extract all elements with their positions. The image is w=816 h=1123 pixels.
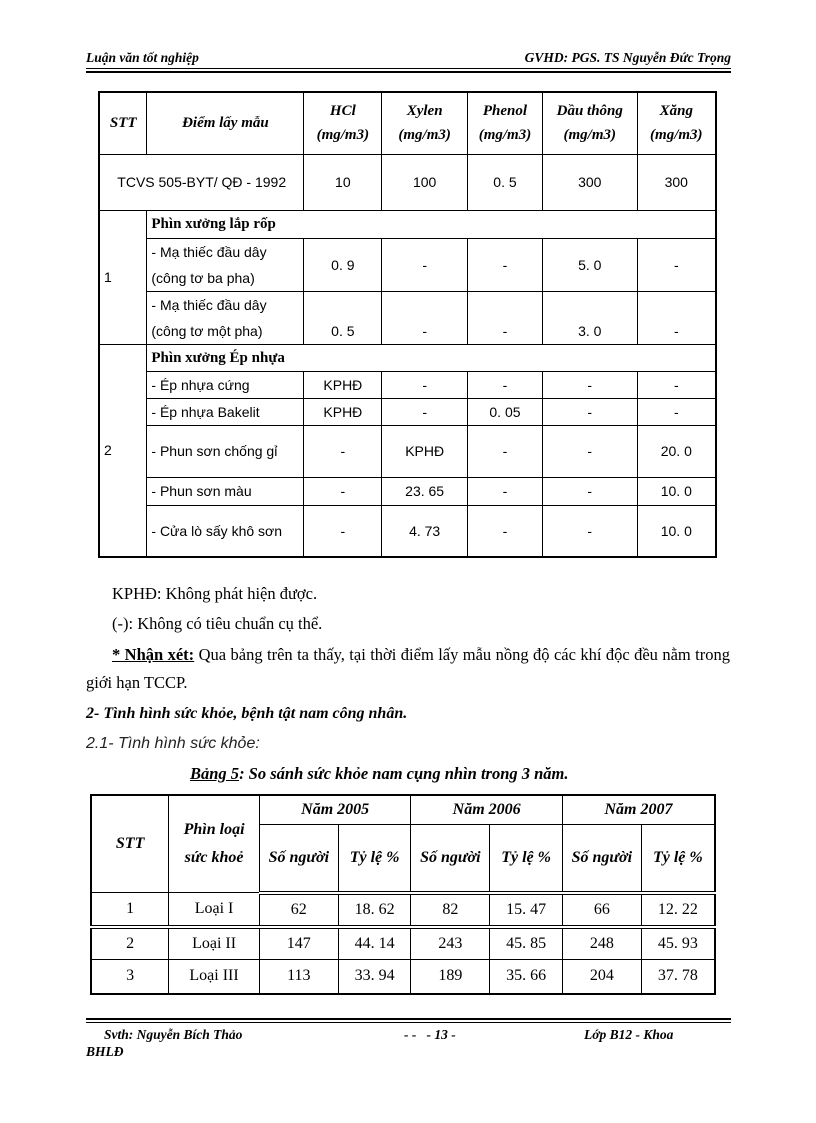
cell-value: 44. 14 [338,927,411,960]
cell-value: - [304,505,382,557]
cell-value: - [542,505,637,557]
cell-value: 10. 0 [637,505,716,557]
cell-value: - [542,398,637,425]
cell-value: - [542,477,637,505]
cell-value: - [637,371,716,398]
table2-caption-label: Bảng 5 [190,764,240,783]
row-stt: 1 [91,893,169,927]
remark-paragraph [86,641,730,697]
cell-value: 10. 0 [637,477,716,505]
cell-value: 23. 65 [382,477,468,505]
table1-header-stt: STT [99,92,147,154]
cell-value: 147 [259,927,338,960]
cell-value: 113 [259,960,338,994]
table-row [99,398,716,425]
standard-value: 300 [542,154,637,210]
cell-value: 20. 0 [637,425,716,477]
table2-header-year: Năm 2005 [259,795,411,825]
air-quality-table [98,91,717,558]
cell-value: 62 [259,893,338,927]
table1-standard-row [99,154,716,210]
table-row [91,960,715,994]
cell-value: - [468,505,543,557]
sample-location: - Phun sơn màu [147,477,304,505]
table2-header-count: Số người [411,825,490,893]
cell-value: - [304,477,382,505]
subsection-title: 2.1- Tình hình sức khỏe: [86,735,260,752]
sample-location: - Mạ thiếc đầu dây (công tơ một pha) [147,291,304,344]
standard-value: 300 [637,154,716,210]
cell-value: - [468,477,543,505]
cell-value: - [468,425,543,477]
group-stt: 2 [99,344,147,557]
group-title-row [99,210,716,238]
cell-value: - [382,398,468,425]
cell-value: 5. 0 [542,238,637,291]
cell-value: KPHĐ [304,371,382,398]
section-title: 2- Tình hình sức khỏe, bệnh tật nam công nhân. [86,705,408,722]
sample-location: - Ép nhựa cứng [147,371,304,398]
row-class: Loại I [169,893,260,927]
row-stt: 3 [91,960,169,994]
footer-class: Lớp B12 - Khoa [584,1027,674,1042]
note-dash: (-): Không có tiêu chuẩn cụ thể. [112,614,323,633]
table2-header-year: Năm 2006 [411,795,563,825]
cell-value: - [304,425,382,477]
table2-header-pct: Tỷ lệ % [641,825,715,893]
cell-value: - [468,238,543,291]
footer-rule-thin [86,1022,731,1023]
table2-header-stt: STT [91,795,169,893]
table2-caption [190,764,569,784]
cell-value: - [542,425,637,477]
table-row [91,893,715,927]
table2-header-pct: Tỷ lệ % [338,825,411,893]
sample-location: - Ép nhựa Bakelit [147,398,304,425]
table1-header-hcl: HCl (mg/m3) [304,92,382,154]
footer-student: Svth: Nguyễn Bích Thảo [104,1027,243,1042]
table2-header-pct: Tỷ lệ % [490,825,563,893]
sample-location: - Phun sơn chống gỉ [147,425,304,477]
cell-value: 45. 85 [490,927,563,960]
table1-header-xang: Xăng (mg/m3) [637,92,716,154]
cell-value: 204 [562,960,641,994]
cell-value: - [637,238,716,291]
cell-value: 45. 93 [641,927,715,960]
cell-value: KPHĐ [304,398,382,425]
table-row [99,425,716,477]
table2-header-class: Phìn loại sức khoẻ [169,795,260,893]
cell-value: 0. 5 [304,291,382,344]
note-kphd: KPHĐ: Không phát hiện được. [112,584,318,603]
page-number: - - - 13 - [404,1027,456,1042]
table2-caption-text: : So sánh sức khỏe nam cụng nhìn trong 3 năm. [239,764,569,783]
health-comparison-table [90,794,716,995]
table2-header-count: Số người [562,825,641,893]
cell-value: 3. 0 [542,291,637,344]
footer-dept: BHLĐ [86,1044,124,1059]
cell-value: 82 [411,893,490,927]
cell-value: 18. 62 [338,893,411,927]
cell-value: - [637,291,716,344]
cell-value: - [382,371,468,398]
cell-value: - [637,398,716,425]
table2-header-row [91,795,715,825]
cell-value: 15. 47 [490,893,563,927]
cell-value: 35. 66 [490,960,563,994]
table-row [99,505,716,557]
header-rule-thick [86,71,731,73]
cell-value: - [468,291,543,344]
cell-value: 12. 22 [641,893,715,927]
table-row [91,927,715,960]
table1-header-xylen: Xylen (mg/m3) [382,92,468,154]
remark-label: * Nhận xét: [112,645,195,664]
header-rule-thin [86,68,731,69]
sample-location: - Cửa lò sấy khô sơn [147,505,304,557]
group-title: Phìn xưởng Ép nhựa [147,344,716,371]
cell-value: 66 [562,893,641,927]
standard-value: 0. 5 [468,154,543,210]
table2-header-count: Số người [259,825,338,893]
table1-header-location: Điểm lấy mẫu [147,92,304,154]
row-stt: 2 [91,927,169,960]
cell-value: 37. 78 [641,960,715,994]
table-row [99,238,716,291]
cell-value: 0. 05 [468,398,543,425]
table1-header-phenol: Phenol (mg/m3) [468,92,543,154]
cell-value: 189 [411,960,490,994]
cell-value: KPHĐ [382,425,468,477]
cell-value: - [382,238,468,291]
footer-rule-thick [86,1018,731,1020]
table-row [99,477,716,505]
group-title: Phìn xưởng lắp rốp [147,210,716,238]
header-right: GVHD: PGS. TS Nguyễn Đức Trọng [524,50,731,65]
group-title-row [99,344,716,371]
table2-header-year: Năm 2007 [562,795,715,825]
cell-value: - [468,371,543,398]
cell-value: 243 [411,927,490,960]
remark-text: Qua bảng trên ta thấy, tại thời điểm lấy mẫu nồng độ các khí độc đều nằm trong giới hạn TCCP. [86,645,730,692]
table1-header-row [99,92,716,154]
header-left: Luận văn tốt nghiệp [86,50,199,65]
table-row [99,371,716,398]
sample-location: - Mạ thiếc đầu dây (công tơ ba pha) [147,238,304,291]
standard-value: 100 [382,154,468,210]
cell-value: 0. 9 [304,238,382,291]
table1-header-dau-thong: Dầu thông (mg/m3) [542,92,637,154]
cell-value: - [542,371,637,398]
group-stt: 1 [99,210,147,344]
standard-value: 10 [304,154,382,210]
cell-value: 248 [562,927,641,960]
table-row [99,291,716,344]
cell-value: - [382,291,468,344]
cell-value: 4. 73 [382,505,468,557]
row-class: Loại II [169,927,260,960]
cell-value: 33. 94 [338,960,411,994]
row-class: Loại III [169,960,260,994]
standard-label: TCVS 505-BYT/ QĐ - 1992 [99,154,304,210]
